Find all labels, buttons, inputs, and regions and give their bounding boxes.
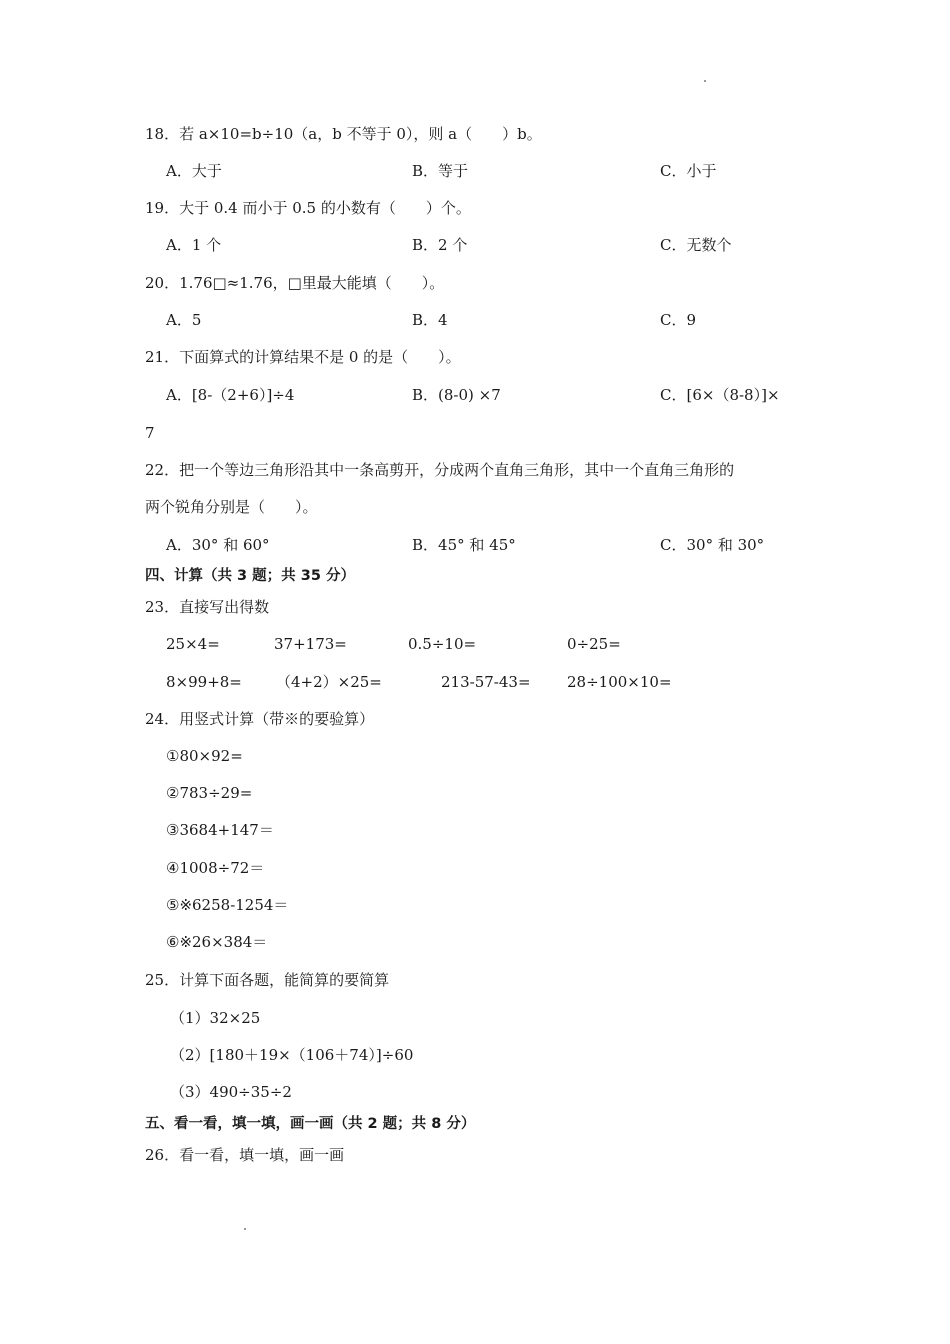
q22-option-b[interactable]: B．45° 和 45° [412, 536, 516, 554]
q24-item: ⑤※6258-1254＝ [166, 896, 289, 914]
q21-option-b[interactable]: B．(8-0) ×7 [412, 386, 501, 404]
q24-item: ②783÷29= [166, 784, 253, 802]
q23-expression: 8×99+8= [166, 673, 242, 691]
q18-option-a[interactable]: A．大于 [166, 162, 222, 180]
q24-item: ③3684+147＝ [166, 821, 274, 839]
q22-option-a[interactable]: A．30° 和 60° [166, 536, 270, 554]
corner-dot-bottom [244, 1228, 246, 1230]
q19-option-a[interactable]: A．1 个 [166, 236, 222, 254]
q23-stem: 23．直接写出得数 [145, 598, 270, 616]
q26-stem: 26．看一看，填一填，画一画 [145, 1146, 345, 1164]
q25-item: （2）[180＋19×（106＋74）]÷60 [170, 1046, 414, 1064]
q22-stem-line1: 22．把一个等边三角形沿其中一条高剪开，分成两个直角三角形，其中一个直角三角形的 [145, 461, 735, 479]
q23-expression: 28÷100×10= [567, 673, 672, 691]
q20-option-b[interactable]: B．4 [412, 311, 448, 329]
q18-stem: 18．若 a×10=b÷10（a，b 不等于 0），则 a（ ）b。 [145, 125, 542, 143]
q24-item: ④1008÷72＝ [166, 859, 265, 877]
q20-option-c[interactable]: C．9 [660, 311, 697, 329]
q18-option-b[interactable]: B．等于 [412, 162, 469, 180]
q23-expression: 37+173= [274, 635, 347, 653]
q21-option-c[interactable]: C．[6×（8-8）]× [660, 386, 780, 404]
q24-item: ①80×92= [166, 747, 243, 765]
q18-option-c[interactable]: C．小于 [660, 162, 717, 180]
q25-item: （1）32×25 [170, 1009, 261, 1027]
q21-stem: 21．下面算式的计算结果不是 0 的是（ ）。 [145, 348, 461, 366]
q23-expression: 25×4= [166, 635, 220, 653]
q21-option-c-wrap: 7 [145, 424, 155, 442]
q23-expression: 213-57-43= [441, 673, 531, 691]
q24-item: ⑥※26×384＝ [166, 933, 268, 951]
q21-option-a[interactable]: A．[8-（2+6）]÷4 [166, 386, 295, 404]
q25-stem: 25．计算下面各题，能简算的要简算 [145, 971, 390, 989]
q24-stem: 24．用竖式计算（带※的要验算） [145, 710, 375, 728]
q19-option-b[interactable]: B．2 个 [412, 236, 468, 254]
q19-stem: 19．大于 0.4 而小于 0.5 的小数有（ ）个。 [145, 199, 471, 217]
q20-option-a[interactable]: A．5 [166, 311, 202, 329]
section-5-heading: 五、看一看，填一填，画一画（共 2 题；共 8 分） [145, 1116, 476, 1132]
q22-option-c[interactable]: C．30° 和 30° [660, 536, 765, 554]
q20-stem: 20．1.76□≈1.76，□里最大能填（ ）。 [145, 274, 445, 292]
q23-expression: （4+2）×25= [276, 673, 382, 691]
section-4-heading: 四、计算（共 3 题；共 35 分） [145, 568, 355, 584]
q23-expression: 0.5÷10= [408, 635, 477, 653]
q22-stem-line2: 两个锐角分别是（ ）。 [145, 498, 318, 516]
q23-expression: 0÷25= [567, 635, 621, 653]
q19-option-c[interactable]: C．无数个 [660, 236, 732, 254]
q25-item: （3）490÷35÷2 [170, 1083, 292, 1101]
corner-dot-top [704, 80, 706, 82]
